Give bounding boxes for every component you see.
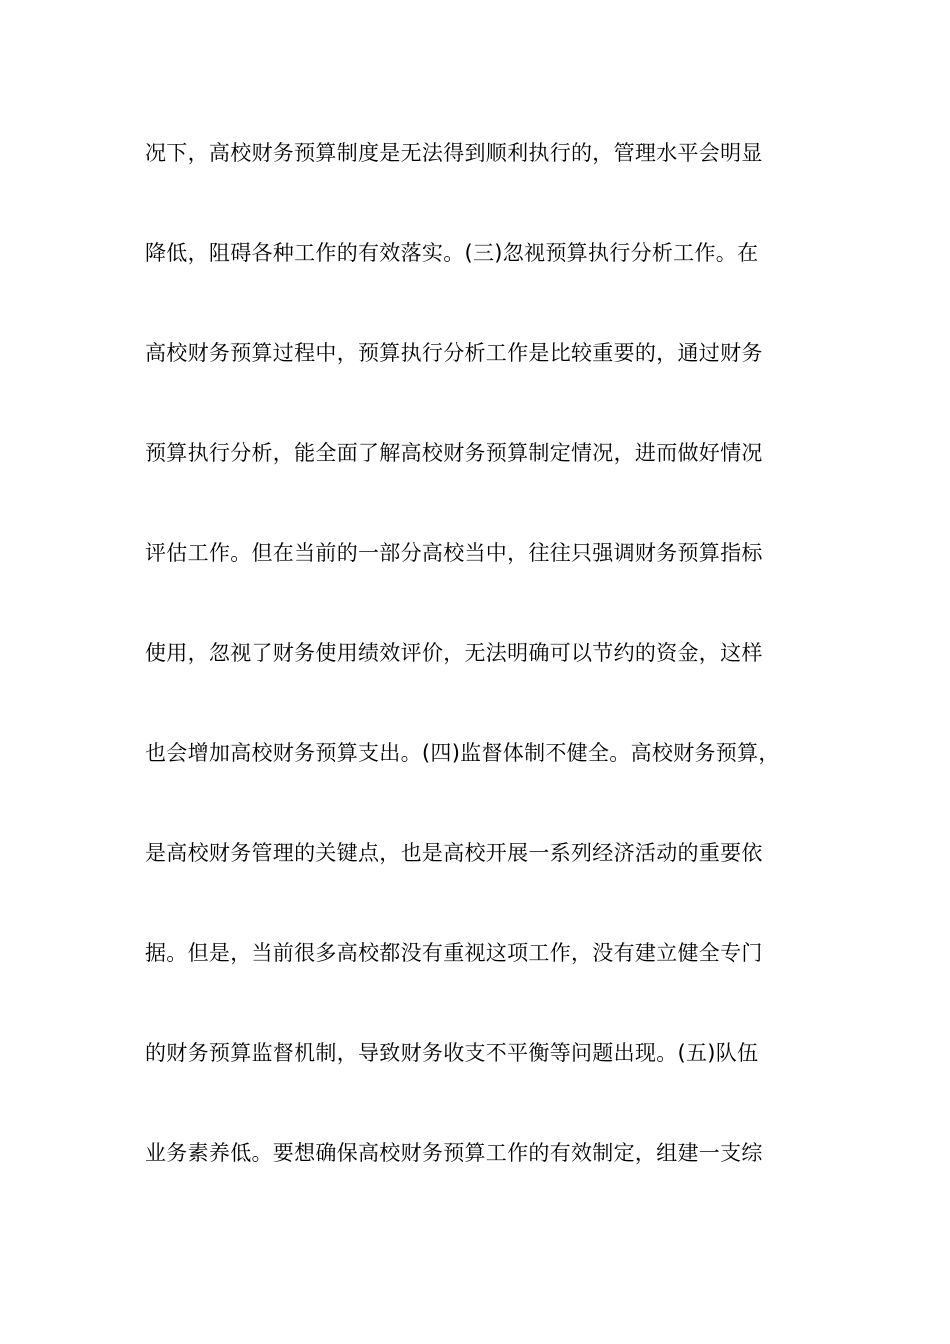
text-line: 的财务预算监督机制，导致财务收支不平衡等问题出现。(五)队伍 [145,1041,759,1065]
text-line: 降低，阻碍各种工作的有效落实。(三)忽视预算执行分析工作。在 [145,241,759,265]
text-line: 业务素养低。要想确保高校财务预算工作的有效制定，组建一支综 [145,1141,763,1165]
text-line: 使用，忽视了财务使用绩效评价，无法明确可以节约的资金，这样 [145,641,763,665]
text-line: 据。但是，当前很多高校都没有重视这项工作，没有建立健全专门 [145,941,763,965]
text-line: 也会增加高校财务预算支出。(四)监督体制不健全。高校财务预算， [145,741,780,765]
body-text [145,128,815,1228]
text-line: 况下，高校财务预算制度是无法得到顺利执行的，管理水平会明显 [145,141,763,165]
text-line: 预算执行分析，能全面了解高校财务预算制定情况，进而做好情况 [145,441,763,465]
text-line: 高校财务预算过程中，预算执行分析工作是比较重要的，通过财务 [145,341,763,365]
text-line: 是高校财务管理的关键点，也是高校开展一系列经济活动的重要依 [145,841,763,865]
text-line: 评估工作。但在当前的一部分高校当中，往往只强调财务预算指标 [145,541,763,565]
